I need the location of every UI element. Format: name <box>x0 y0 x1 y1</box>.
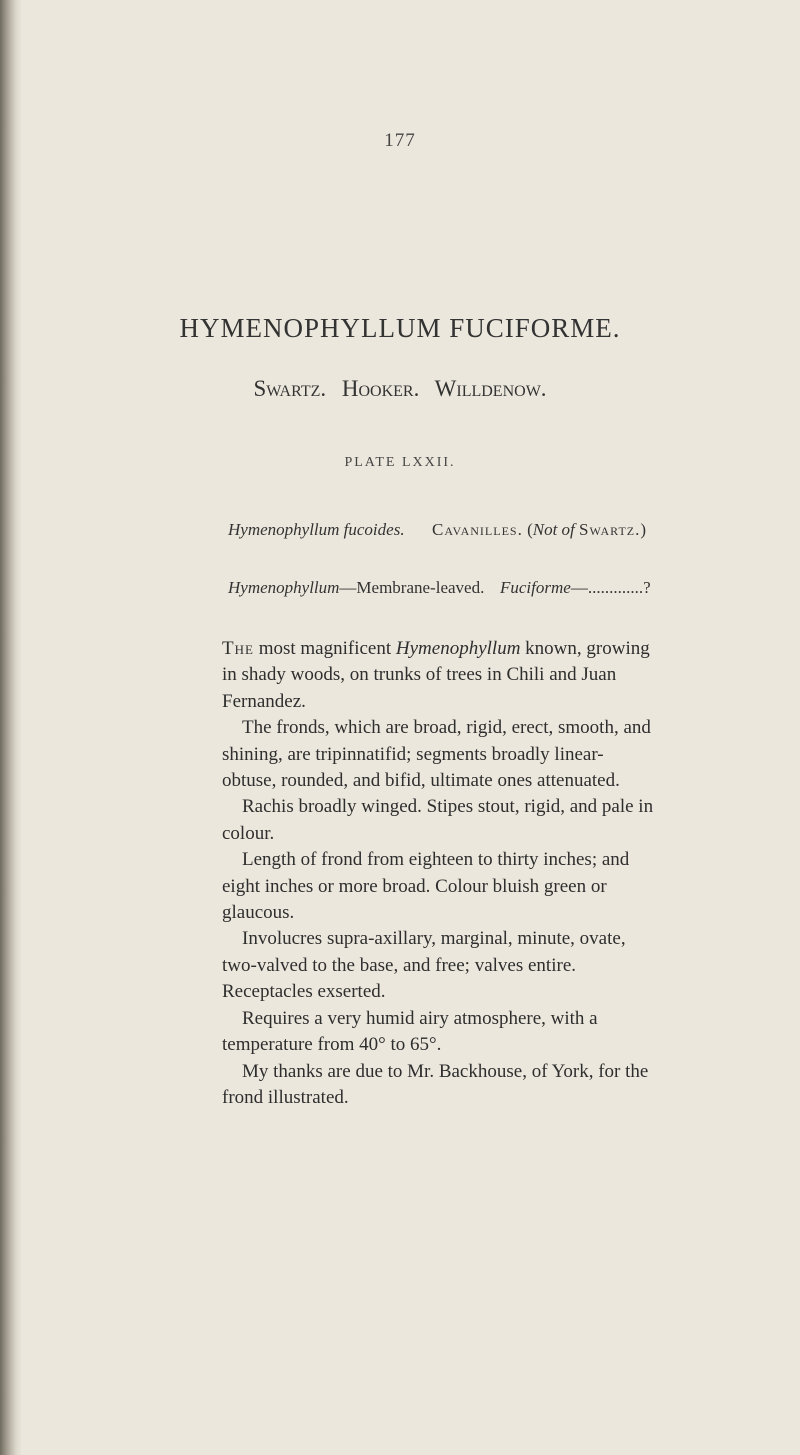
synonym-note-open: ( <box>527 520 533 539</box>
etymology-genus: Hymenophyllum <box>228 578 340 597</box>
description-paragraph: Requires a very humid airy atmosphere, with a temperature from 40° to 65°. <box>222 1007 598 1056</box>
etymology-meaning: —Membrane-leaved. <box>339 578 485 597</box>
paragraph-text: most magnificent <box>253 638 396 659</box>
description-paragraph: My thanks are due to Mr. Backhouse, of York, for the frond illustrated. <box>222 1060 649 1108</box>
synonym-note-close: ) <box>640 520 647 539</box>
etymology-species: Fuciforme <box>500 578 571 597</box>
synonym-name: Hymenophyllum fucoides. <box>228 520 405 539</box>
synonym-note-author: Swartz. <box>579 520 641 539</box>
genus-name: Hymenophyllum <box>395 638 521 659</box>
paragraph-text: known, growing in shady woods, on trunks of trees in Chili and Juan Fernandez. <box>222 638 650 712</box>
synonym-note-text: Not of <box>532 520 575 539</box>
etymology-trail: —.............? <box>570 578 651 597</box>
description-body <box>222 636 656 1111</box>
description-paragraph: Length of frond from eighteen to thirty inches; and eight inches or more broad. Colour bluish green or glaucous. <box>222 849 630 924</box>
description-paragraph <box>222 636 656 715</box>
authorities-line: Swartz. Hooker. Willdenow. <box>253 376 547 401</box>
page-number: 177 <box>384 130 416 151</box>
synonym-author: Cavanilles. <box>432 520 523 539</box>
etymology-species-line <box>500 578 651 598</box>
description-paragraph: Involucres supra-axillary, marginal, minute, ovate, two-valved to the base, and free; valves entire. Receptacles exserted. <box>222 928 626 1003</box>
synonym-authority <box>432 520 646 540</box>
description-paragraph: The fronds, which are broad, rigid, erect, smooth, and shining, are tripinnatifid; segments broadly linear-obtuse, rounded, and bifid, ultimate ones attenuated. <box>222 717 651 792</box>
lead-word: The <box>222 638 254 659</box>
description-paragraph: Rachis broadly winged. Stipes stout, rigid, and pale in colour. <box>222 796 654 844</box>
plate-number: PLATE LXXII. <box>344 455 456 470</box>
page-title: HYMENOPHYLLUM FUCIFORME. <box>179 313 621 343</box>
